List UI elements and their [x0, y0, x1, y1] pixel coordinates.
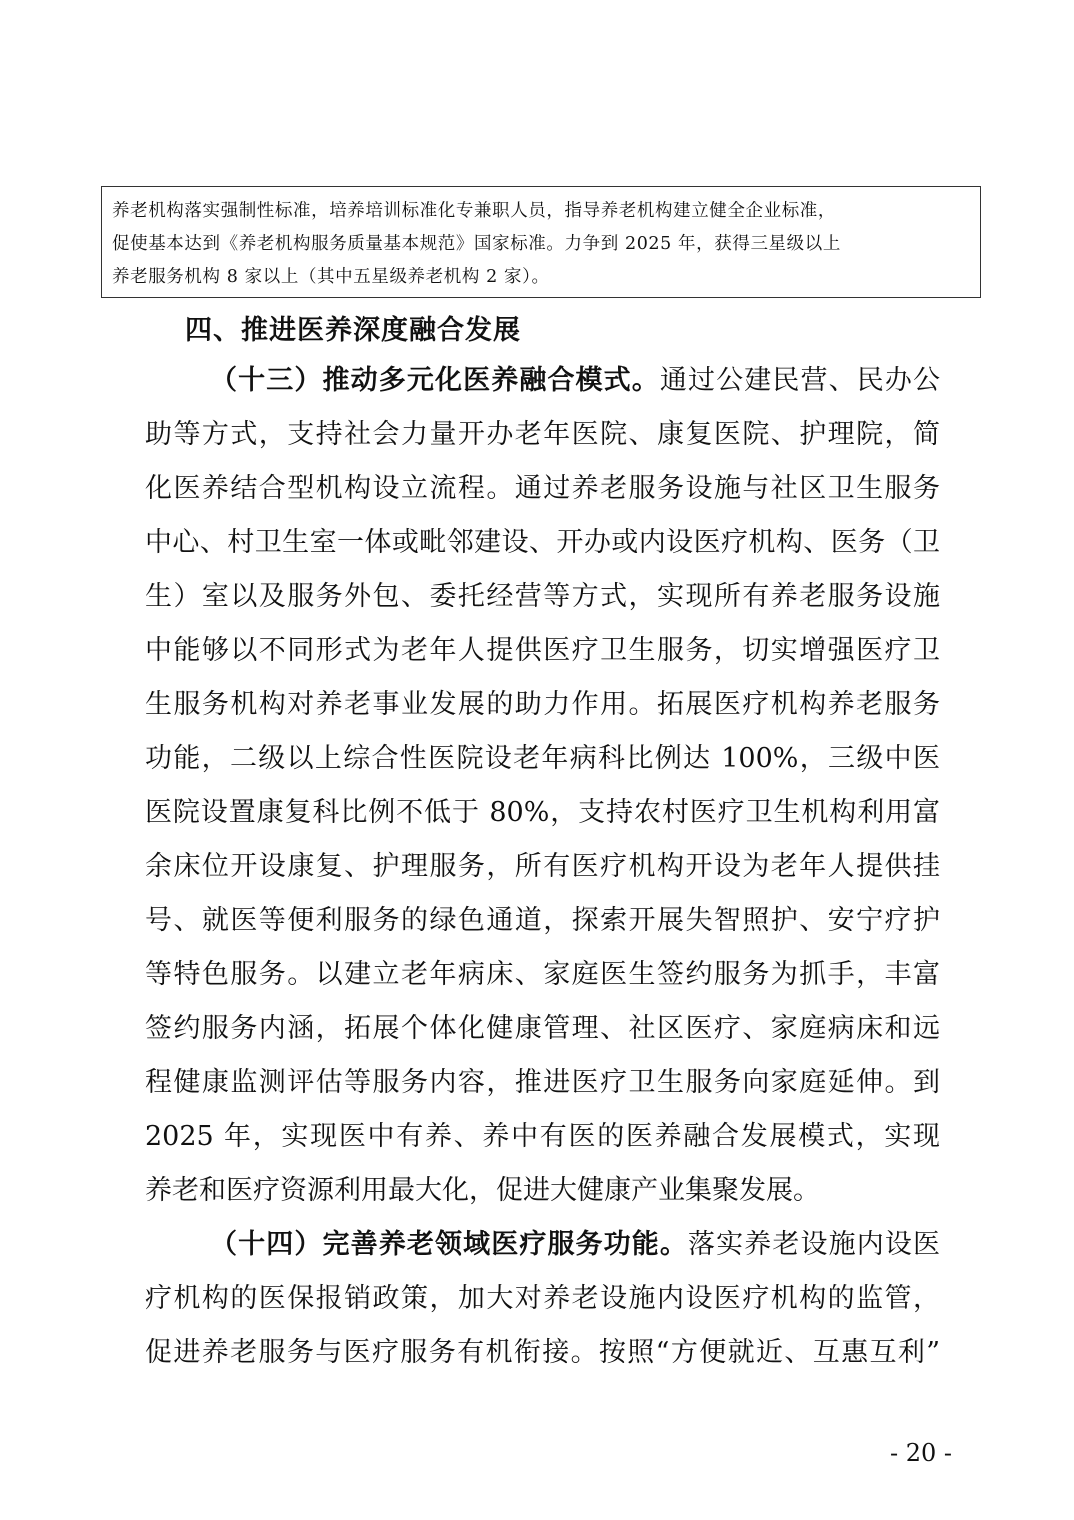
paragraph-13-line: 中能够以不同形式为老年人提供医疗卫生服务，切实增强医疗卫: [145, 635, 940, 666]
paragraph-13-line: 生）室以及服务外包、委托经营等方式，实现所有养老服务设施: [145, 581, 940, 612]
paragraph-14-text: 落实养老设施内设医: [688, 1229, 941, 1260]
paragraph-13-line: 生服务机构对养老事业发展的助力作用。拓展医疗机构养老服务: [145, 689, 940, 720]
paragraph-13-line: 助等方式，支持社会力量开办老年医院、康复医院、护理院，简: [145, 419, 940, 450]
box-line: 养老机构落实强制性标准，培养培训标准化专兼职人员，指导养老机构建立健全企业标准，: [112, 201, 836, 221]
paragraph-13-line: 功能，二级以上综合性医院设老年病科比例达 100%，三级中医: [145, 743, 940, 774]
paragraph-13-line: [210, 364, 940, 398]
paragraph-13-line: 化医养结合型机构设立流程。通过养老服务设施与社区卫生服务: [145, 473, 940, 504]
highlight-box: [101, 186, 981, 298]
paragraph-13-line: 余床位开设康复、护理服务，所有医疗机构开设为老年人提供挂: [145, 851, 940, 882]
paragraph-13-line: 号、就医等便利服务的绿色通道，探索开展失智照护、安宁疗护: [145, 905, 940, 936]
paragraph-13-line: 签约服务内涵，拓展个体化健康管理、社区医疗、家庭病床和远: [145, 1013, 940, 1044]
section-heading: 四、推进医养深度融合发展: [185, 315, 521, 346]
paragraph-13-title: （十三）推动多元化医养融合模式。: [210, 365, 660, 396]
paragraph-14-title: （十四）完善养老领域医疗服务功能。: [210, 1229, 689, 1260]
paragraph-13-line: 医院设置康复科比例不低于 80%，支持农村医疗卫生机构利用富: [145, 797, 940, 828]
paragraph-13-line: 2025 年，实现医中有养、养中有医的医养融合发展模式，实现: [145, 1121, 940, 1152]
paragraph-13-line: 程健康监测评估等服务内容，推进医疗卫生服务向家庭延伸。到: [145, 1067, 940, 1098]
box-line: 促使基本达到《养老机构服务质量基本规范》国家标准。力争到 2025 年，获得三星级以上: [112, 234, 841, 254]
paragraph-14-line: 疗机构的医保报销政策，加大对养老设施内设医疗机构的监管，: [145, 1283, 940, 1314]
paragraph-13-line: 等特色服务。以建立老年病床、家庭医生签约服务为抓手，丰富: [145, 959, 940, 990]
paragraph-14-line: [210, 1228, 940, 1262]
paragraph-13-line: 养老和医疗资源利用最大化，促进大健康产业集聚发展。: [145, 1175, 820, 1206]
paragraph-14-line: 促进养老服务与医疗服务有机衔接。按照“方便就近、互惠互利”: [145, 1337, 940, 1368]
box-line: 养老服务机构 8 家以上（其中五星级养老机构 2 家）。: [112, 267, 550, 287]
paragraph-13-line: 中心、村卫生室一体或毗邻建设、开办或内设医疗机构、医务（卫: [145, 527, 940, 558]
paragraph-13-text: 通过公建民营、民办公: [659, 365, 941, 396]
page-number: - 20 -: [890, 1439, 953, 1467]
